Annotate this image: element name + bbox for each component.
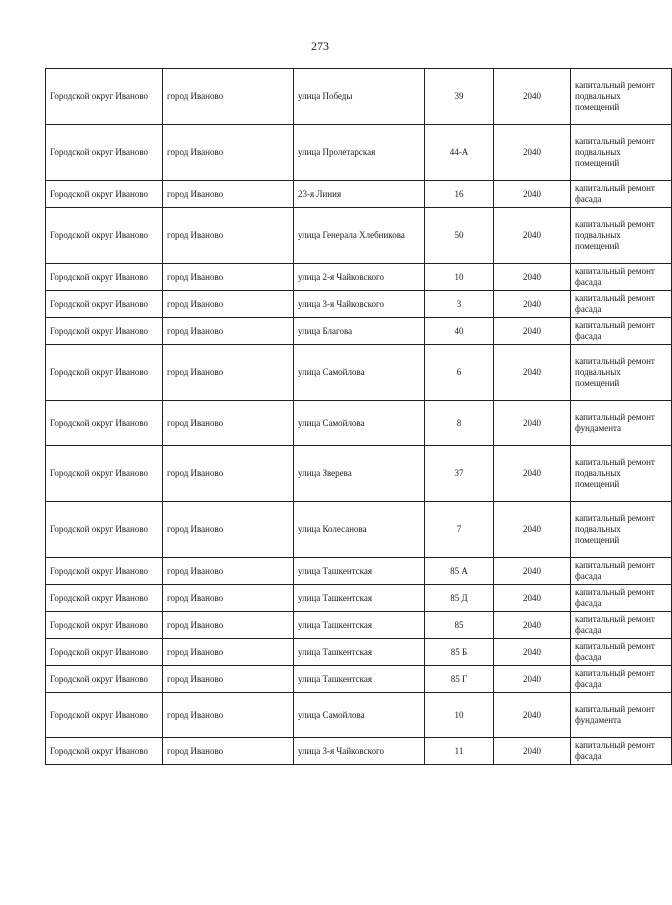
municipality-cell: Городской округ Иваново	[46, 318, 163, 345]
settlement-cell: город Иваново	[163, 639, 294, 666]
house-number-cell: 11	[425, 738, 494, 765]
house-number-cell: 85 Д	[425, 585, 494, 612]
work-type-cell: капитальный ремонт подвальных помещений	[571, 345, 672, 401]
year-cell: 2040	[494, 401, 571, 446]
settlement-cell: город Иваново	[163, 558, 294, 585]
settlement-cell: город Иваново	[163, 612, 294, 639]
municipality-cell: Городской округ Иваново	[46, 446, 163, 502]
settlement-cell: город Иваново	[163, 666, 294, 693]
table-row	[46, 738, 672, 765]
table-row	[46, 318, 672, 345]
house-number-cell: 10	[425, 264, 494, 291]
municipality-cell: Городской округ Иваново	[46, 208, 163, 264]
street-cell: улица Ташкентская	[294, 639, 425, 666]
work-type-cell: капитальный ремонт фасада	[571, 264, 672, 291]
table-row	[46, 291, 672, 318]
year-cell: 2040	[494, 264, 571, 291]
house-number-cell: 85	[425, 612, 494, 639]
work-type-cell: капитальный ремонт подвальных помещений	[571, 446, 672, 502]
street-cell: улица 3-я Чайковского	[294, 291, 425, 318]
work-type-cell: капитальный ремонт подвальных помещений	[571, 502, 672, 558]
repair-schedule-table	[45, 68, 672, 765]
work-type-cell: капитальный ремонт подвальных помещений	[571, 208, 672, 264]
year-cell: 2040	[494, 612, 571, 639]
street-cell: улица Пролетарская	[294, 125, 425, 181]
municipality-cell: Городской округ Иваново	[46, 612, 163, 639]
year-cell: 2040	[494, 639, 571, 666]
street-cell: улица Самойлова	[294, 345, 425, 401]
table-row	[46, 446, 672, 502]
table-row	[46, 558, 672, 585]
year-cell: 2040	[494, 318, 571, 345]
street-cell: улица Самойлова	[294, 401, 425, 446]
work-type-cell: капитальный ремонт фасада	[571, 612, 672, 639]
municipality-cell: Городской округ Иваново	[46, 69, 163, 125]
street-cell: улица Победы	[294, 69, 425, 125]
work-type-cell: капитальный ремонт фасада	[571, 181, 672, 208]
house-number-cell: 16	[425, 181, 494, 208]
street-cell: улица 3-я Чайковского	[294, 738, 425, 765]
municipality-cell: Городской округ Иваново	[46, 291, 163, 318]
street-cell: улица Ташкентская	[294, 666, 425, 693]
municipality-cell: Городской округ Иваново	[46, 345, 163, 401]
street-cell: улица Благова	[294, 318, 425, 345]
settlement-cell: город Иваново	[163, 208, 294, 264]
municipality-cell: Городской округ Иваново	[46, 585, 163, 612]
house-number-cell: 3	[425, 291, 494, 318]
year-cell: 2040	[494, 208, 571, 264]
settlement-cell: город Иваново	[163, 181, 294, 208]
page-number: 273	[311, 39, 329, 53]
municipality-cell: Городской округ Иваново	[46, 401, 163, 446]
year-cell: 2040	[494, 69, 571, 125]
year-cell: 2040	[494, 738, 571, 765]
work-type-cell: капитальный ремонт фундамента	[571, 693, 672, 738]
work-type-cell: капитальный ремонт фасада	[571, 291, 672, 318]
street-cell: 23-я Линия	[294, 181, 425, 208]
settlement-cell: город Иваново	[163, 125, 294, 181]
settlement-cell: город Иваново	[163, 738, 294, 765]
house-number-cell: 10	[425, 693, 494, 738]
table-row	[46, 345, 672, 401]
table-row	[46, 666, 672, 693]
year-cell: 2040	[494, 345, 571, 401]
house-number-cell: 39	[425, 69, 494, 125]
year-cell: 2040	[494, 181, 571, 208]
work-type-cell: капитальный ремонт фасада	[571, 738, 672, 765]
house-number-cell: 85 Б	[425, 639, 494, 666]
table-row	[46, 639, 672, 666]
work-type-cell: капитальный ремонт фасада	[571, 558, 672, 585]
street-cell: улица Ташкентская	[294, 612, 425, 639]
table-row	[46, 401, 672, 446]
settlement-cell: город Иваново	[163, 401, 294, 446]
settlement-cell: город Иваново	[163, 693, 294, 738]
street-cell: улица Ташкентская	[294, 558, 425, 585]
table-row	[46, 69, 672, 125]
street-cell: улица Генерала Хлебникова	[294, 208, 425, 264]
settlement-cell: город Иваново	[163, 69, 294, 125]
street-cell: улица Зверева	[294, 446, 425, 502]
house-number-cell: 44-А	[425, 125, 494, 181]
house-number-cell: 7	[425, 502, 494, 558]
work-type-cell: капитальный ремонт подвальных помещений	[571, 125, 672, 181]
table-row	[46, 208, 672, 264]
year-cell: 2040	[494, 666, 571, 693]
year-cell: 2040	[494, 585, 571, 612]
year-cell: 2040	[494, 558, 571, 585]
table-row	[46, 181, 672, 208]
settlement-cell: город Иваново	[163, 345, 294, 401]
settlement-cell: город Иваново	[163, 585, 294, 612]
year-cell: 2040	[494, 125, 571, 181]
settlement-cell: город Иваново	[163, 291, 294, 318]
municipality-cell: Городской округ Иваново	[46, 738, 163, 765]
table-body	[46, 69, 672, 765]
house-number-cell: 6	[425, 345, 494, 401]
table-row	[46, 585, 672, 612]
street-cell: улица 2-я Чайковского	[294, 264, 425, 291]
work-type-cell: капитальный ремонт фасада	[571, 585, 672, 612]
house-number-cell: 37	[425, 446, 494, 502]
municipality-cell: Городской округ Иваново	[46, 666, 163, 693]
municipality-cell: Городской округ Иваново	[46, 125, 163, 181]
table-row	[46, 125, 672, 181]
work-type-cell: капитальный ремонт фундамента	[571, 401, 672, 446]
year-cell: 2040	[494, 446, 571, 502]
municipality-cell: Городской округ Иваново	[46, 502, 163, 558]
municipality-cell: Городской округ Иваново	[46, 181, 163, 208]
street-cell: улица Колесанова	[294, 502, 425, 558]
table-row	[46, 612, 672, 639]
municipality-cell: Городской округ Иваново	[46, 639, 163, 666]
work-type-cell: капитальный ремонт фасада	[571, 666, 672, 693]
settlement-cell: город Иваново	[163, 264, 294, 291]
settlement-cell: город Иваново	[163, 318, 294, 345]
table-row	[46, 502, 672, 558]
settlement-cell: город Иваново	[163, 446, 294, 502]
settlement-cell: город Иваново	[163, 502, 294, 558]
street-cell: улица Ташкентская	[294, 585, 425, 612]
house-number-cell: 8	[425, 401, 494, 446]
municipality-cell: Городской округ Иваново	[46, 264, 163, 291]
house-number-cell: 85 Г	[425, 666, 494, 693]
work-type-cell: капитальный ремонт фасада	[571, 639, 672, 666]
year-cell: 2040	[494, 502, 571, 558]
year-cell: 2040	[494, 291, 571, 318]
municipality-cell: Городской округ Иваново	[46, 558, 163, 585]
house-number-cell: 50	[425, 208, 494, 264]
table-row	[46, 693, 672, 738]
street-cell: улица Самойлова	[294, 693, 425, 738]
year-cell: 2040	[494, 693, 571, 738]
house-number-cell: 40	[425, 318, 494, 345]
municipality-cell: Городской округ Иваново	[46, 693, 163, 738]
table-row	[46, 264, 672, 291]
work-type-cell: капитальный ремонт подвальных помещений	[571, 69, 672, 125]
work-type-cell: капитальный ремонт фасада	[571, 318, 672, 345]
house-number-cell: 85 А	[425, 558, 494, 585]
